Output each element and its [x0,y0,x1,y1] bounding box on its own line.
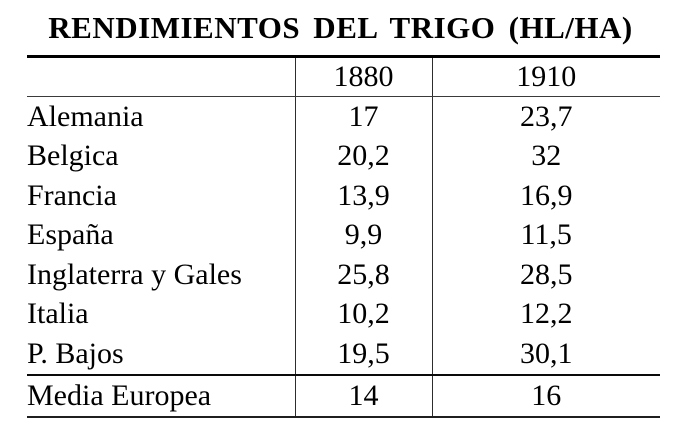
header-empty-cell [27,57,295,97]
country-cell: Inglaterra y Gales [27,257,242,291]
value-1880-cell: 10,2 [295,295,432,335]
value-1880-cell: 25,8 [295,255,432,295]
table-title: RENDIMIENTOS DEL TRIGO (HL/HA) [48,10,633,45]
table-row [27,176,660,216]
table-row [27,255,660,295]
table-row [27,295,660,335]
summary-value-1880: 14 [295,375,432,417]
country-cell: Alemania [27,99,144,133]
value-1910-cell: 32 [531,139,562,173]
country-cell: Belgica [27,139,119,173]
country-cell: P. Bajos [27,336,124,370]
header-year-1910: 1910 [432,57,660,97]
wheat-yields-table [27,55,660,418]
value-1880-cell: 19,5 [295,334,432,375]
value-1910-cell: 28,5 [520,257,573,291]
table-row [27,334,660,375]
value-1910-cell: 11,5 [520,218,572,252]
value-1880-cell: 17 [295,97,432,137]
value-1880-cell: 9,9 [295,216,432,256]
value-1880-cell: 20,2 [295,137,432,177]
value-1910-cell: 30,1 [520,336,573,370]
table-row [27,97,660,137]
table-row [27,137,660,177]
header-year-1880: 1880 [295,57,432,97]
header-row [27,57,660,97]
table-row [27,216,660,256]
value-1910-cell: 16,9 [520,178,573,212]
country-cell: Francia [27,178,117,212]
country-cell: Italia [27,297,89,331]
value-1910-cell: 23,7 [520,99,573,133]
summary-label: Media Europea [27,375,295,417]
country-cell: España [27,218,114,252]
summary-value-1910: 16 [432,375,660,417]
value-1880-cell: 13,9 [295,176,432,216]
summary-row [27,375,660,417]
value-1910-cell: 12,2 [520,297,573,331]
